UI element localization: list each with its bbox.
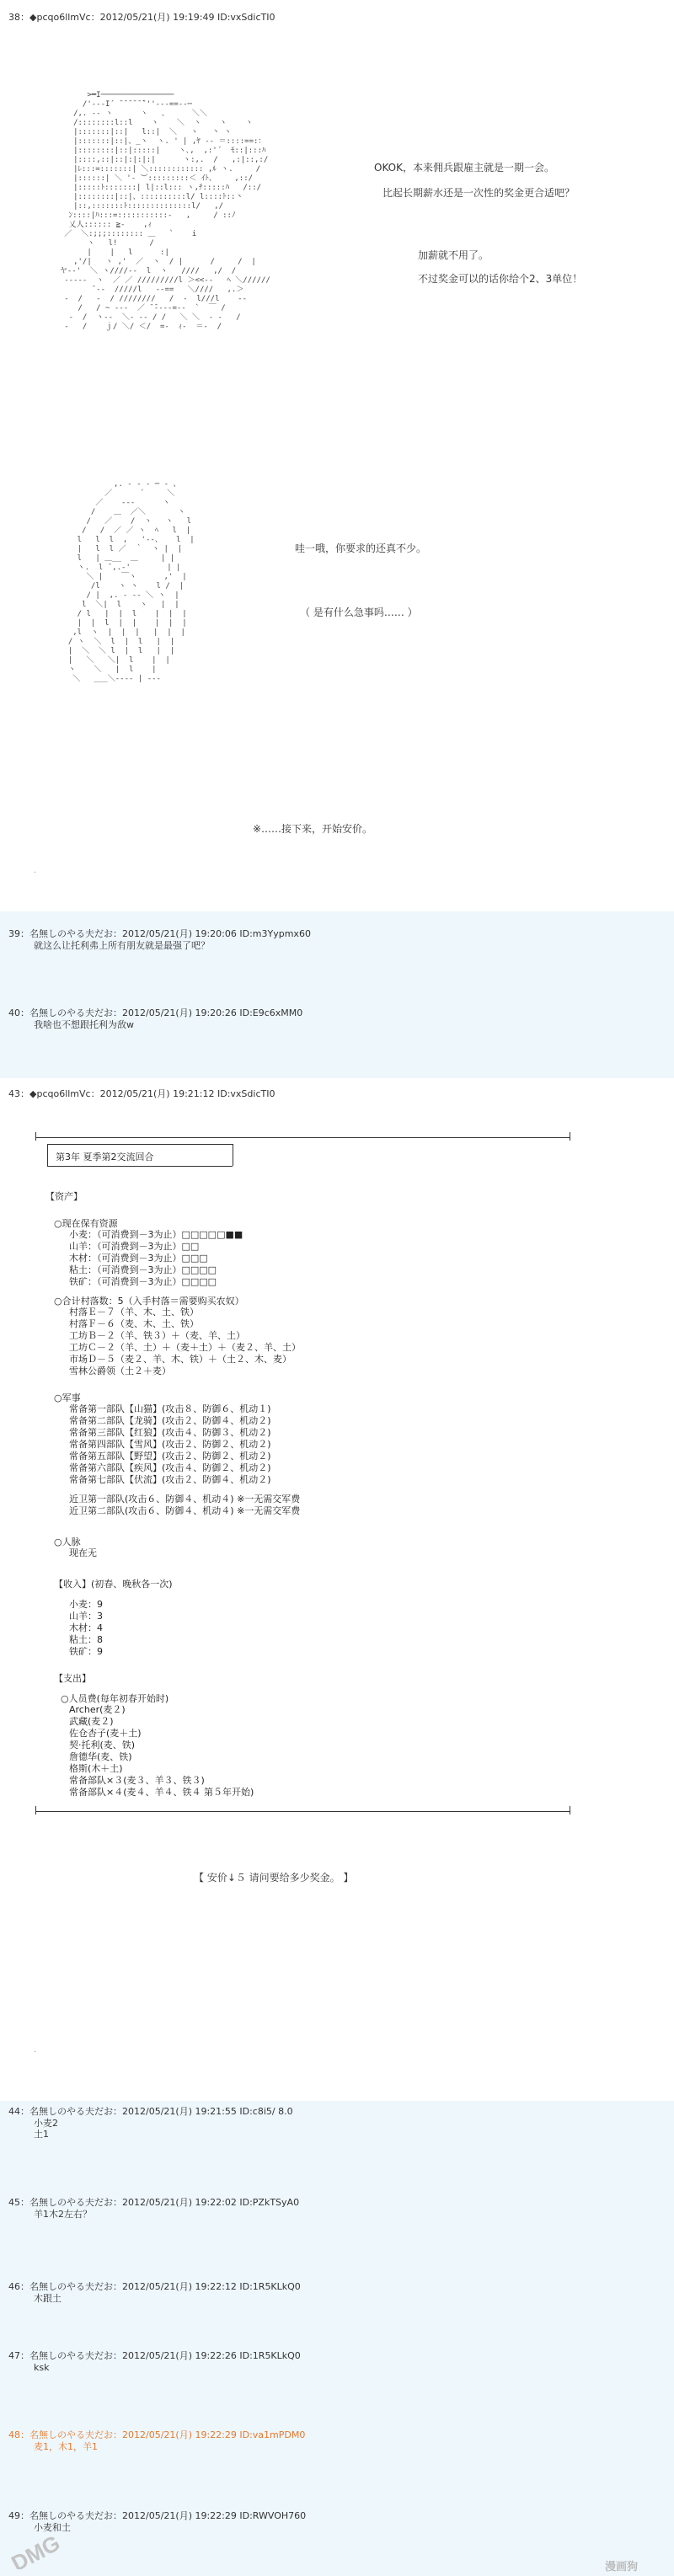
resource-row: 粘土：（可消费到－3为止）□□□□ xyxy=(69,1264,217,1275)
village-row: 工坊Ｂ－２（羊、铁３）＋（麦、羊、土） xyxy=(69,1330,245,1341)
military-row: 常备第四部队【雪风】(攻击２、防御２、机动２) xyxy=(69,1439,271,1450)
income-row: 山羊：3 xyxy=(69,1611,103,1622)
military-row: 常备第六部队【疾风】(攻击４、防御２、机动２) xyxy=(69,1462,271,1473)
expense-subheading: ○人员费(每年初春开始时) xyxy=(61,1693,169,1704)
income-row: 小麦：9 xyxy=(69,1599,103,1610)
expense-row: Archer(麦２) xyxy=(69,1704,126,1715)
post-text: 我啥也不想跟托利为敌w xyxy=(34,1019,134,1030)
post-header: 46：名無しのやる夫だお：2012/05/21(月) 19:22:12 ID:1R5KLkQ0 xyxy=(8,2281,301,2292)
village-row: 市场Ｄ－５（麦２、羊、木、铁）＋（土２、木、麦） xyxy=(69,1354,292,1365)
resource-row: 木材：（可消费到－3为止）□□□ xyxy=(69,1253,208,1264)
villages-heading: ○合计村落数：5（入手村落＝需要购买农奴） xyxy=(54,1296,244,1307)
expense-row: 契·托利(麦、铁) xyxy=(69,1740,136,1750)
post-46 xyxy=(0,2274,674,2342)
village-row: 雪林公爵领（土２＋麦） xyxy=(69,1365,171,1376)
expense-row: 常备部队×３(麦３、羊３、铁３) xyxy=(69,1775,205,1786)
speech-line: 不过奖金可以的话你给个2、3单位！ xyxy=(418,273,583,285)
title-box-top xyxy=(47,1144,233,1145)
ascii-art-mercenary: >━I──────────────── /'‐‐‐I´ ̄ ̄ ̄ ̄ ̄ ̄`''‐‐‐==‐‐─ /,. ‐‐ ヽ ヽ 、 ＼＼ /::::::::l::l ヽ ＼ ヽ ヽ ヽ |:::::::|::| l::| ＼ ヽ 丶 ヽ |:::::::|::|、_ヽ ヽ. ' | ,ﾔ ‐‐ ＝::::==:： |::::::::|::|:::::| ヽ､, ,:'´ ﾓ::|:::ﾊ |::::,::|::|:|:|:| ヽ:,. / ,:|::,:/ |ﾚ:::=:::::::| ＼:::::::::::: ,ﾙ ヽ. / |::::::| ＼ '‐ ︶:::::::::＜ ｲﾄ、 ,::/ |:::::ﾄ:::::::| l|::l::: ヽ,ﾁ:::::ﾊ /::/ |::::::::|::|、::::::::::l/ l::::ﾄ::丶 |::,:::::::ﾄ::::::::::::::l/ ,/ ﾝ::::|ﾊ:::=:::::::::::- , / ::ﾉ 乂人:::::: ≧‐ ,ｨ ／ ＼:;;;:::::::: ＿ ` i ヽ l! / | | l :| ,'/| ヽ ,' ／ ヽ / | / / | ヤ‐‐' ＼ ヽ////‐‐ l ヽ //// ,/ / ‐‐‐‐‐ ヽ ／ ／ /////////l ＞<<‐‐ ﾍ ＼////// ̄ ‐‐ /////l ‐‐== ＼//// ,.＞ ‐ / ‐ / //////// / - l///l ‐‐ / / ~ ‐‐‐ ／ ̄ ̄‐‐‐‐=‐‐ ` ￣ / ‐ / ヽ‐‐ ＼‐ ‐‐ / / ＼ ＼ ‐ ‐ / ‐ / ｊ/ ＼/ ＜/ =‐ ｨ‐ ＝‐ / xyxy=(59,91,270,331)
speech-line: ※……接下来，开始安价。 xyxy=(253,823,373,835)
income-row: 木材：4 xyxy=(69,1622,103,1633)
post-45 xyxy=(0,2190,674,2274)
guard-row: 近卫第一部队(攻击６、防御４、机动４) ※一无需交军费 xyxy=(69,1494,301,1504)
separator-dot: . xyxy=(34,866,37,875)
post-48 xyxy=(0,2426,674,2500)
post-header: 38：◆pcqo6llmVc：2012/05/21(月) 19:19:49 ID:vxSdicTI0 xyxy=(8,12,275,23)
expense-row: 常备部队×４(麦４、羊４、铁４ 第５年开始) xyxy=(69,1787,254,1798)
title-box-left xyxy=(47,1144,48,1166)
watermark-text: 漫画狗 xyxy=(605,2560,639,2573)
post-header: 45：名無しのやる夫だお：2012/05/21(月) 19:22:02 ID:PZkTSyA0 xyxy=(8,2197,300,2208)
expense-row: 武藏(麦２) xyxy=(69,1716,114,1727)
box-top-left-tick xyxy=(35,1132,36,1141)
post-text: 羊1木2左右？ xyxy=(34,2209,92,2220)
expense-row: 格斯(木＋土) xyxy=(69,1763,123,1774)
box-top-border xyxy=(35,1137,570,1138)
post-header: 40：名無しのやる夫だお：2012/05/21(月) 19:20:26 ID:E9c6xMM0 xyxy=(8,1007,303,1018)
military-row: 常备第五部队【野望】(攻击２、防御２、机动２) xyxy=(69,1451,271,1462)
speech-line: 加薪就不用了。 xyxy=(418,249,489,261)
separator-dot: . xyxy=(34,2045,37,2055)
post-text: 麦1，木1，羊1 xyxy=(34,2441,98,2452)
resource-row: 铁矿：（可消费到－3为止）□□□□ xyxy=(69,1276,217,1287)
post-text: 木跟土 xyxy=(34,2293,62,2304)
box-bottom-border xyxy=(35,1811,570,1812)
village-row: 工坊Ｃ－２（羊、土）＋（麦＋土）＋（麦２、羊、土） xyxy=(69,1342,301,1353)
post-49 xyxy=(0,2500,674,2576)
post-header: 48：名無しのやる夫だお：2012/05/21(月) 19:22:29 ID:va1mPDM0 xyxy=(8,2429,306,2440)
speech-line: 哇一哦，你要求的还真不少。 xyxy=(295,542,427,554)
post-40 xyxy=(0,1002,674,1078)
box-bottom-left-tick xyxy=(35,1806,36,1814)
sheet-title: 第3年 夏季第2交流回合 xyxy=(56,1152,154,1162)
village-row: 村落Ｅ－７（羊、木、土、铁） xyxy=(69,1307,199,1317)
post-text: 小麦和土 xyxy=(34,2522,71,2533)
income-row: 粘土：8 xyxy=(69,1634,103,1645)
village-row: 村落Ｆ－６（麦、木、土、铁） xyxy=(69,1318,199,1329)
income-heading: 【收入】(初春、晚秋各一次) xyxy=(54,1579,173,1590)
resources-heading: ○现在保有资源 xyxy=(54,1218,118,1229)
resource-row: 山羊：（可消费到－3为止）□□ xyxy=(69,1241,200,1252)
speech-line: （ 是有什么急事吗…… ） xyxy=(300,607,418,618)
military-row: 常备第一部队【山猫】(攻击８、防御６、机动１) xyxy=(69,1403,271,1414)
expense-heading: 【支出】 xyxy=(54,1673,91,1684)
svg-text:DMG: DMG xyxy=(7,2530,65,2569)
network-value: 现在无 xyxy=(69,1547,97,1558)
military-heading: ○军事 xyxy=(54,1392,81,1403)
watermark-icon xyxy=(5,2529,81,2569)
network-heading: ○人脉 xyxy=(54,1537,81,1547)
speech-line: OKOK，本来佣兵跟雇主就是一期一会。 xyxy=(374,162,554,174)
income-row: 铁矿：9 xyxy=(69,1646,103,1657)
post-header: 44：名無しのやる夫だお：2012/05/21(月) 19:21:55 ID:c8i5/ 8.0 xyxy=(8,2106,293,2117)
post-38 xyxy=(0,0,674,918)
post-39 xyxy=(0,911,674,1002)
post-44 xyxy=(0,2101,674,2190)
expense-row: 佐仓杏子(麦＋土) xyxy=(69,1728,142,1739)
title-box-bottom xyxy=(47,1166,233,1167)
military-row: 常备第三部队【红狼】(攻击４、防御３、机动２) xyxy=(69,1427,271,1438)
post-text: ksk xyxy=(34,2362,50,2373)
post-header: 39：名無しのやる夫だお：2012/05/21(月) 19:20:06 ID:m3Yypmx60 xyxy=(8,928,311,939)
post-header: 47：名無しのやる夫だお：2012/05/21(月) 19:22:26 ID:1R5KLkQ0 xyxy=(8,2350,301,2361)
military-row: 常备第二部队【龙骑】(攻击２、防御４、机动２) xyxy=(69,1415,271,1426)
guard-row: 近卫第二部队(攻击６、防御４、机动４) ※一无需交军费 xyxy=(69,1505,301,1516)
resource-row: 小麦：（可消费到－3为止）□□□□□■■ xyxy=(69,1229,243,1240)
expense-row: 詹德华(麦、铁) xyxy=(69,1751,132,1762)
post-text: 小麦2 土1 xyxy=(34,2118,58,2140)
post-header: 43：◆pcqo6llmVc：2012/05/21(月) 19:21:12 ID:vxSdicTI0 xyxy=(8,1088,275,1099)
assets-heading: 【资产】 xyxy=(45,1191,83,1202)
military-row: 常备第七部队【伏流】(攻击２、防御４、机动２) xyxy=(69,1474,271,1485)
post-47 xyxy=(0,2342,674,2426)
speech-line: 比起长期薪水还是一次性的奖金更合适吧？ xyxy=(382,187,575,199)
post-text: 就这么让托利弗上所有朋友就是最强了吧？ xyxy=(34,940,210,951)
post-43 xyxy=(0,1078,674,2101)
ascii-art-girl: ,. ‐ ‐ ‐ ─ ‐ 、 ／ ´ ＼ ／ ‐‐‐ ヽ / ＿ ／＼ ヽ / ／ / ヽ ヽ l / / ／ ／ ヽ ﾍ l | l l l , '‐‐、 l | | l l ／ ｀ ヽ | | l | ＿__ ＿ | | ヽ. l ̄ ,.‐' | | ＼ | ￣ヽ ,' | /l ヽ ヽ l / | / | ,. - ‐‐ ＼ ヽ | l ＼| l ヽ | | / l | | l | | | | | l | | | | | ,l ヽ | | | | | | / ヽ ＼ l | l | | | ＼ ＼ l | l | | | ＼ ＼| l | | ヽ ＼ | l | ＼ ___＼‐‐‐‐ | ‐‐‐ xyxy=(67,480,195,683)
watermark-logo xyxy=(5,2529,81,2569)
post-header: 49：名無しのやる夫だお：2012/05/21(月) 19:22:29 ID:RWVOH760 xyxy=(8,2510,307,2521)
anchor-prompt: 【 安价↓５ 请问要给多少奖金。 】 xyxy=(194,1872,354,1884)
